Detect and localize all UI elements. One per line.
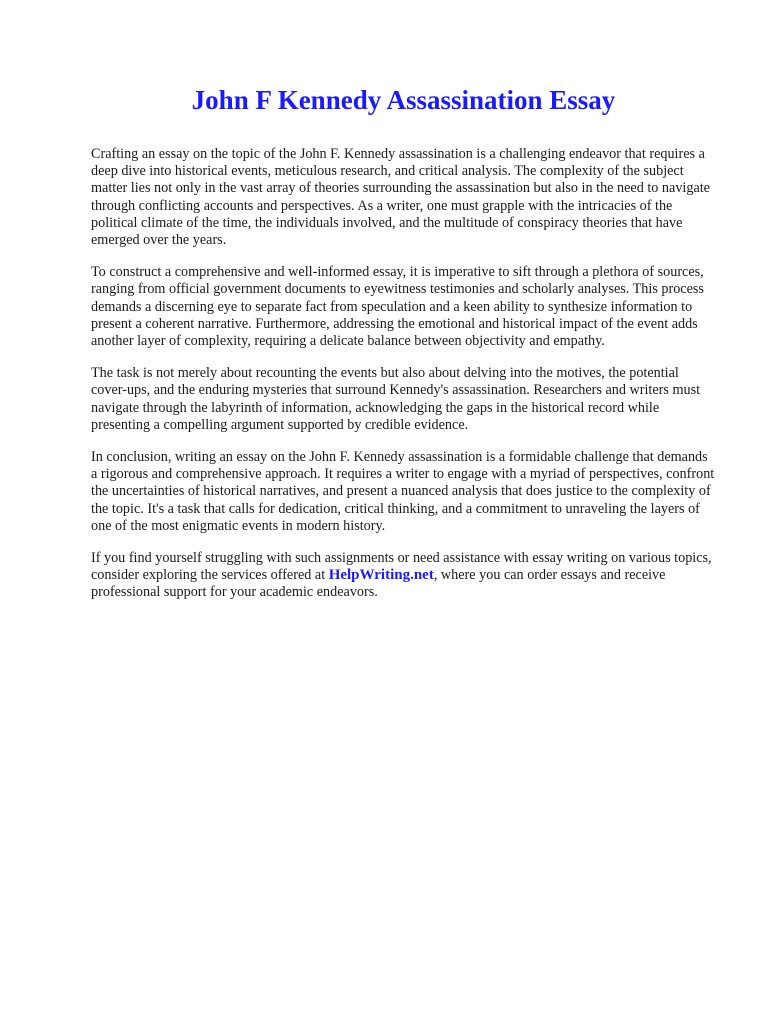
closing-text-before-link: If you find yourself struggling with such assignments or need assistance with essay writing on various topics, consider exploring the services offered at (91, 550, 712, 584)
paragraph-2: To construct a comprehensive and well-informed essay, it is imperative to sift through a plethora of sources, ranging from official government documents to eyewitness testimonies and scholarly analyses. This process demands a discerning eye to separate fact from speculation and a keen ability to synthesize information to present a coherent narrative. Furthermore, addressing the emotional and historical impact of the event adds another layer of complexity, requiring a delicate balance between objectivity and empathy. (91, 264, 704, 350)
closing-paragraph (91, 550, 716, 602)
paragraph-3: The task is not merely about recounting the events but also about delving into the motives, the potential cover-ups, and the enduring mysteries that surround Kennedy's assassination. Researchers and writers must navigate through the labyrinth of information, acknowledging the gaps in the historical record while presenting a compelling argument supported by credible evidence. (91, 365, 701, 433)
essay-body (91, 146, 716, 602)
page-title: John F Kennedy Assassination Essay (191, 85, 616, 115)
paragraph-1: Crafting an essay on the topic of the John F. Kennedy assassination is a challenging endeavor that requires a deep dive into historical events, meticulous research, and critical analysis. The complexity of the subject matter lies not only in the vast array of theories surrounding the assassination but also in the need to navigate through conflicting accounts and perspectives. As a writer, one must grapple with the intricacies of the political climate of the time, the individuals involved, and the multitude of conspiracy theories that have emerged over the years. (91, 146, 710, 249)
helpwriting-link[interactable]: HelpWriting.net (328, 567, 434, 584)
paragraph-4: In conclusion, writing an essay on the John F. Kennedy assassination is a formidable challenge that demands a rigorous and comprehensive approach. It requires a writer to engage with a myriad of perspectives, confront the uncertainties of historical narratives, and present a nuanced analysis that does justice to the complexity of the topic. It's a task that calls for dedication, critical thinking, and a commitment to unraveling the layers of one of the most enigmatic events in modern history. (91, 449, 715, 534)
closing-text-after-link: , where you can order essays and receive professional support for your academic endeavors. (91, 567, 666, 601)
